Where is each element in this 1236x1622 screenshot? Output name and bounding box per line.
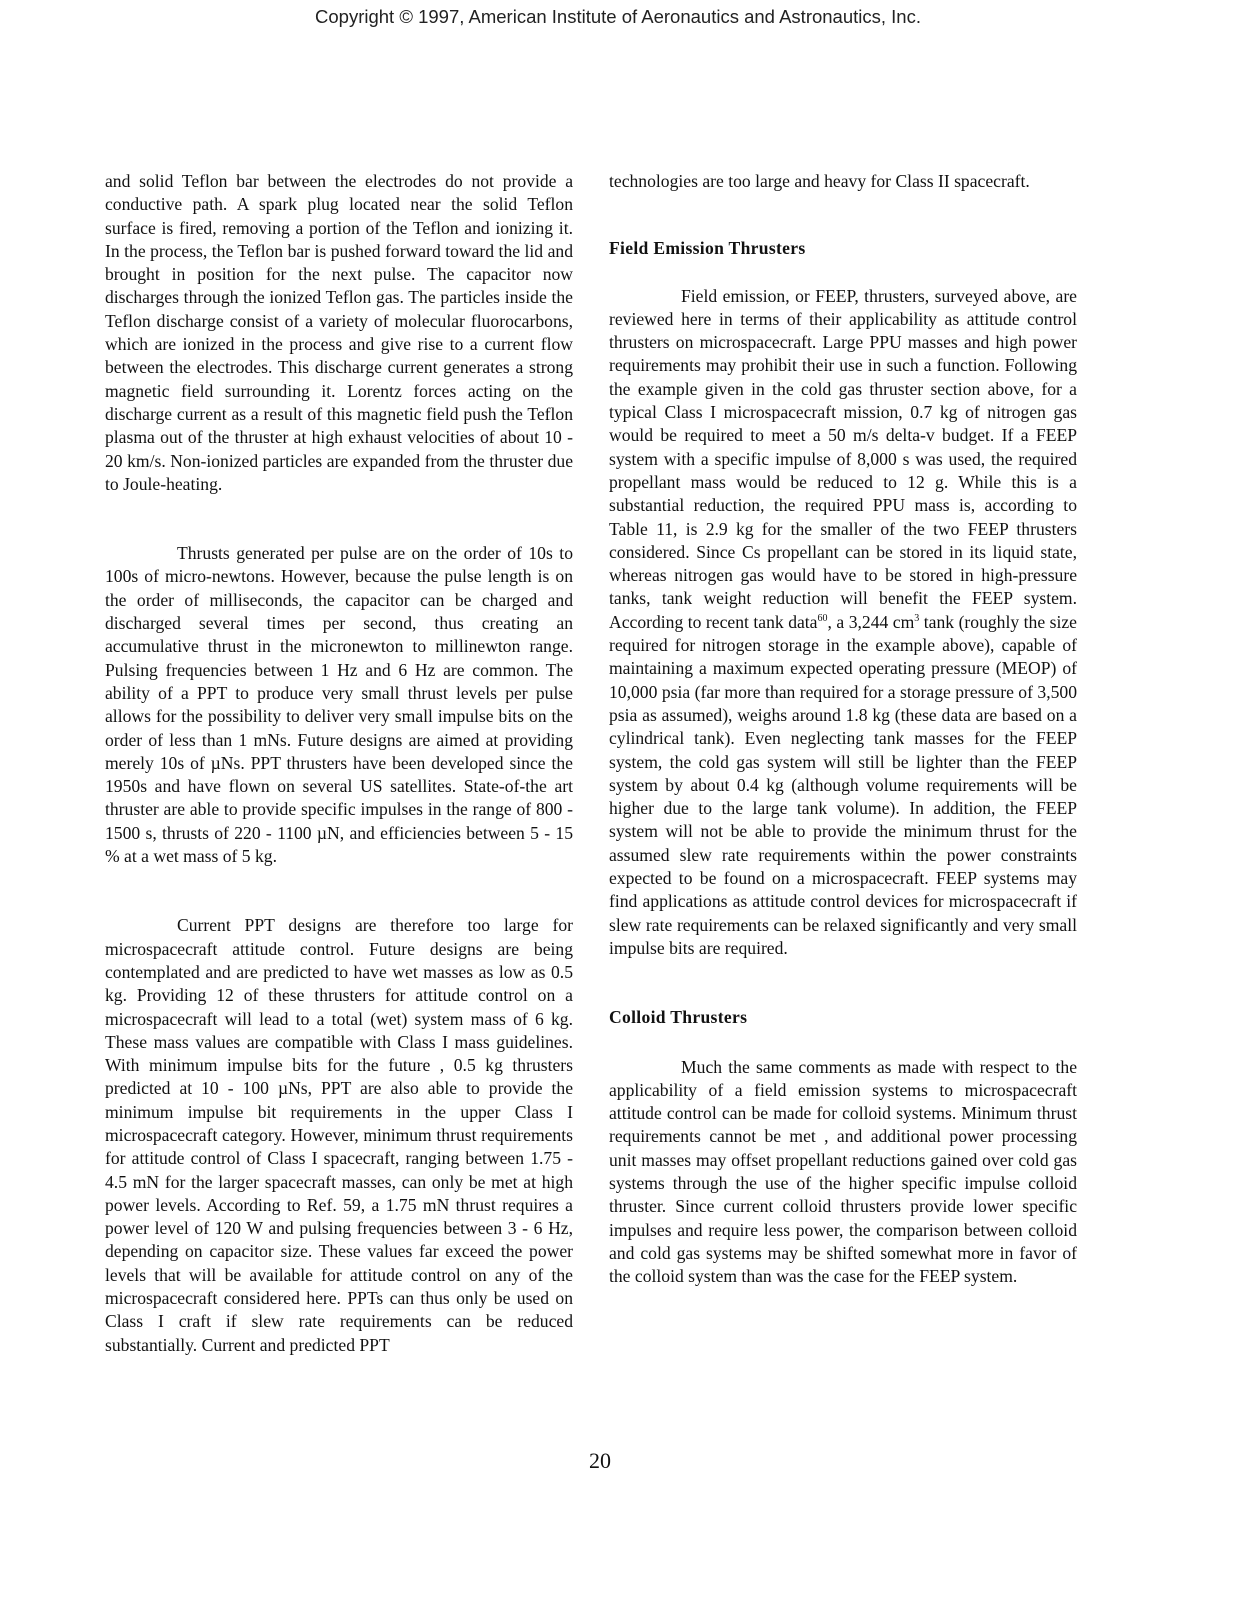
copyright-header: Copyright © 1997, American Institute of Aeronautics and Astronautics, Inc. — [315, 6, 921, 27]
text: , a 3,244 cm — [827, 611, 915, 632]
text: Field emission, or FEEP, thrusters, surveyed above, are reviewed here in terms of their applicability as attitude control thrusters on microspacecraft. Large PPU masses and high power requirements may prohibit their use in such a function. Following the example given in the cold gas thruster section above, for a typical Class I microspacecraft mission, 0.7 kg of nitrogen gas would be required to meet a 50 m/s delta-v budget. If a FEEP system with a specific impulse of 8,000 s was used, the required propellant mass would be reduced to 12 g. While this is a substantial reduction, the required PPU mass is, according to Table 11, is 2.9 kg for the smaller of the two FEEP thrusters considered. Since Cs propellant can be stored in its liquid state, whereas nitrogen gas would have to be stored in high-pressure tanks, tank weight reduction will benefit the FEEP system. According to recent tank data — [609, 285, 1077, 632]
paragraph: Current PPT designs are therefore too large for microspacecraft attitude control. Future designs are being contemplated and are predicted to have wet masses as low as 0.5 kg. Providing 12 of these thrusters for attitude control on a microspacecraft will lead to a total (wet) system mass of 6 kg. These mass values are compatible with Class I mass guidelines. With minimum impulse bits for the future , 0.5 kg thrusters predicted at 10 - 100 µNs, PPT are also able to provide the minimum impulse bit requirements in the upper Class I microspacecraft category. However, minimum thrust requirements for attitude control of Class I spacecraft, ranging between 1.75 - 4.5 mN for the larger spacecraft masses, can only be met at high power levels. According to Ref. 59, a 1.75 mN thrust requires a power level of 120 W and pulsing frequencies between 3 - 6 Hz, depending on capacitor size. These values far exceed the power levels that will be available for attitude control on any of the microspacecraft considered here. PPTs can thus only be used on Class I craft if slew rate requirements can be reduced substantially. Current and predicted PPT — [105, 915, 573, 1355]
left-column — [105, 170, 573, 1357]
section-heading-field-emission: Field Emission Thrusters — [609, 238, 806, 259]
paragraph: Much the same comments as made with respect to the applicability of a field emission systems to microspacecraft attitude control can be made for colloid systems. Minimum thrust requirements cannot be met , and additional power processing unit masses may offset propellant reductions gained over cold gas systems through the use of the higher specific impulse colloid thruster. Since current colloid thrusters provide lower specific impulses and require less power, the comparison between colloid and cold gas systems may be shifted somewhat more in favor of the colloid system than was the case for the FEEP system. — [609, 1056, 1077, 1287]
section-heading-colloid: Colloid Thrusters — [609, 1007, 748, 1028]
unit-superscript: 3 — [914, 612, 920, 624]
right-column — [609, 170, 1077, 1288]
page-number: 20 — [589, 1448, 611, 1473]
paragraph: and solid Teflon bar between the electrodes do not provide a conductive path. A spark plug located near the solid Teflon surface is fired, removing a portion of the Teflon and ionizing it. In the process, the Teflon bar is pushed forward toward the lid and brought in position for the next pulse. The capacitor now discharges through the ionized Teflon gas. The particles inside the Teflon discharge consist of a variety of molecular fluorocarbons, which are ionized in the process and give rise to a current flow between the electrodes. This discharge current generates a strong magnetic field surrounding it. Lorentz forces acting on the discharge current as a result of this magnetic field push the Teflon plasma out of the thruster at high exhaust velocities of about 10 - 20 km/s. Non-ionized particles are expanded from the thruster due to Joule-heating. — [105, 171, 573, 494]
reference-superscript: 60 — [817, 612, 828, 624]
paragraph: technologies are too large and heavy for Class II spacecraft. — [609, 171, 1030, 191]
paragraph: Thrusts generated per pulse are on the order of 10s to 100s of micro-newtons. However, because the pulse length is on the order of milliseconds, the capacitor can be charged and discharged several times per second, thus creating an accumulative thrust in the micronewton to millinewton range. Pulsing frequencies between 1 Hz and 6 Hz are common. The ability of a PPT to produce very small thrust levels per pulse allows for the possibility to deliver very small impulse bits on the order of less than 1 mNs. Future designs are aimed at providing merely 10s of µNs. PPT thrusters have been developed since the 1950s and have flown on several US satellites. State-of-the art thruster are able to provide specific impulses in the range of 800 - 1500 s, thrusts of 220 - 1100 µN, and efficiencies between 5 - 15 % at a wet mass of 5 kg. — [105, 543, 573, 867]
paragraph — [609, 285, 1077, 961]
text: tank (roughly the size required for nitrogen storage in the example above), capable of maintaining a maximum expected operating pressure (MEOP) of 10,000 psia (far more than required for a storage pressure of 3,500 psia as assumed), weighs around 1.8 kg (these data are based on a cylindrical tank). Even neglecting tank masses for the FEEP system, the cold gas system will still be lighter than the FEEP system by about 0.4 kg (although volume requirements will be higher due to the large tank volume). In addition, the FEEP system will not be able to provide the minimum thrust for the assumed slew rate requirements within the power constraints expected to be found on a microspacecraft. FEEP systems may find applications as attitude control devices for microspacecraft if slew rate requirements can be relaxed significantly and very small impulse bits are required. — [609, 611, 1077, 958]
